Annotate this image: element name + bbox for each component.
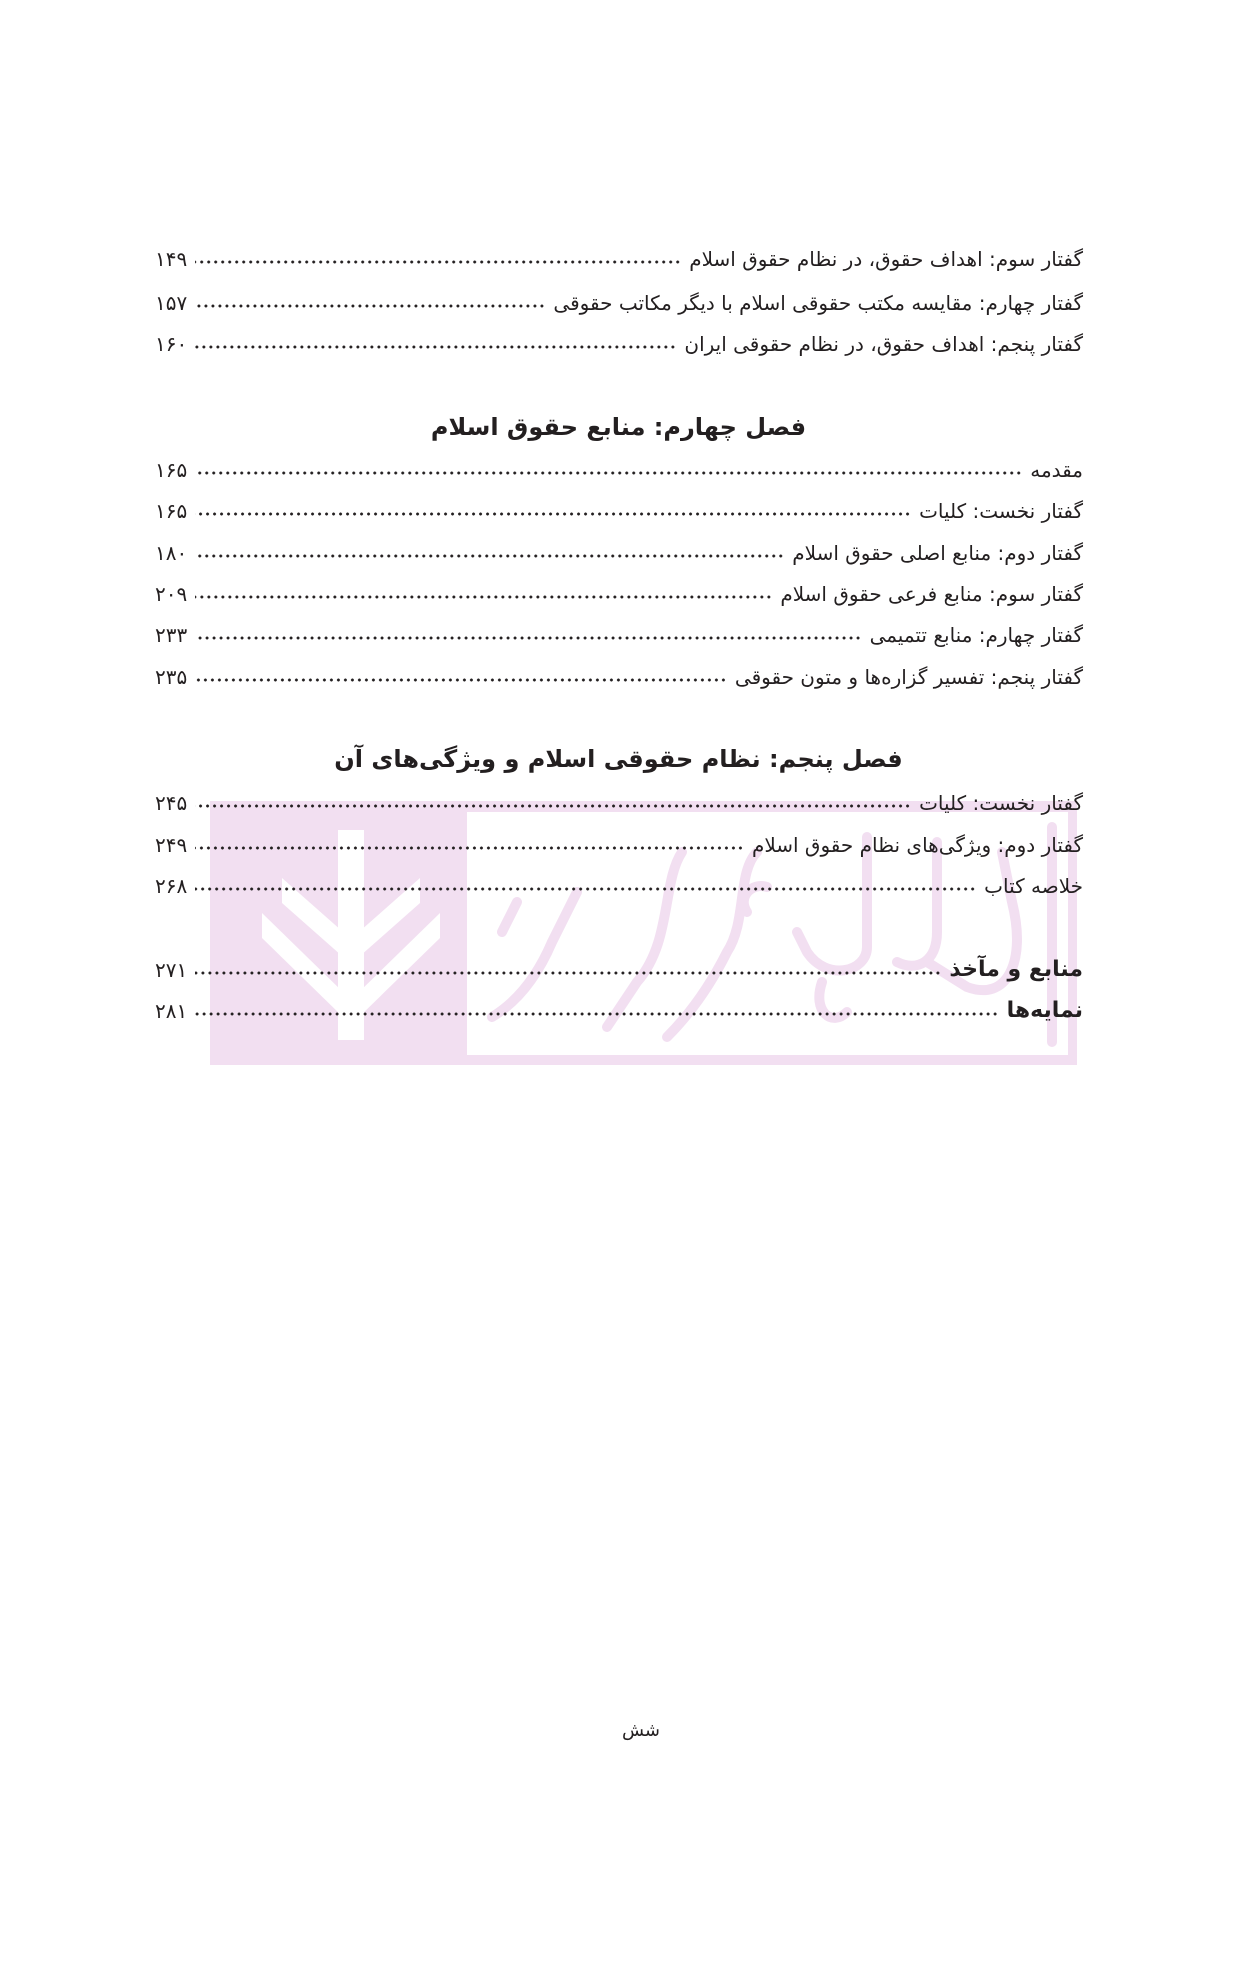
toc-entry-title: گفتار دوم: منابع اصلی حقوق اسلام: [792, 541, 1083, 565]
dot-leader: [195, 594, 772, 600]
toc-entry-title: نمایه‌ها: [1006, 998, 1083, 1023]
toc-entry[interactable]: [155, 662, 1083, 692]
toc-entry[interactable]: [155, 830, 1083, 860]
toc-entry[interactable]: [155, 620, 1083, 650]
toc-entry[interactable]: [155, 496, 1083, 526]
toc-entry[interactable]: [155, 955, 1083, 985]
toc-entry-page: ۱۶۵: [155, 458, 188, 482]
dot-leader: [195, 635, 862, 641]
toc-entry[interactable]: [155, 871, 1083, 901]
toc-entry-title: گفتار سوم: منابع فرعی حقوق اسلام: [780, 582, 1083, 606]
dot-leader: [195, 886, 976, 892]
dot-leader: [195, 259, 681, 265]
toc-entry[interactable]: [155, 788, 1083, 818]
dot-leader: [195, 553, 784, 559]
chapter-heading: فصل پنجم: نظام حقوقی اسلام و ویژگی‌های آن: [334, 745, 903, 773]
dot-leader: [195, 303, 545, 309]
toc-entry[interactable]: [155, 996, 1083, 1026]
toc-entry-page: ۱۶۰: [155, 332, 188, 356]
toc-entry-page: ۱۴۹: [155, 247, 188, 271]
toc-entry-title: منابع و مآخذ: [949, 957, 1083, 982]
dot-leader: [195, 1011, 999, 1017]
dot-leader: [195, 470, 1022, 476]
toc-entry[interactable]: [155, 579, 1083, 609]
dot-leader: [195, 845, 744, 851]
toc-entry[interactable]: [155, 538, 1083, 568]
toc-entry-page: ۲۸۱: [155, 999, 188, 1023]
toc-entry[interactable]: [155, 455, 1083, 485]
toc-entry-title: گفتار چهارم: منابع تتمیمی: [869, 623, 1083, 647]
toc-entry-page: ۱۶۵: [155, 499, 188, 523]
dot-leader: [195, 344, 676, 350]
toc-entry[interactable]: [155, 244, 1083, 274]
toc-entry-page: ۲۷۱: [155, 958, 188, 982]
toc-entry-page: ۲۴۵: [155, 791, 188, 815]
toc-entry-page: ۱۸۰: [155, 541, 188, 565]
toc-entry-title: گفتار پنجم: اهداف حقوق، در نظام حقوقی ایران: [684, 332, 1083, 356]
toc-entry[interactable]: [155, 288, 1083, 318]
toc-entry-page: ۱۵۷: [155, 291, 188, 315]
toc-entry-page: ۲۳۳: [155, 623, 188, 647]
chapter-heading: فصل چهارم: منابع حقوق اسلام: [430, 413, 807, 441]
toc-entry-page: ۲۰۹: [155, 582, 188, 606]
toc-entry-title: گفتار چهارم: مقایسه مکتب حقوقی اسلام با دیگر مکاتب حقوقی: [553, 291, 1083, 315]
toc-entry-title: گفتار پنجم: تفسیر گزاره‌ها و متون حقوقی: [734, 665, 1083, 689]
page-number: شش: [621, 1720, 661, 1741]
dot-leader: [195, 511, 911, 517]
toc-entry[interactable]: [155, 329, 1083, 359]
toc-entry-title: گفتار سوم: اهداف حقوق، در نظام حقوق اسلام: [689, 247, 1083, 271]
dot-leader: [195, 970, 941, 976]
toc-entry-title: مقدمه: [1030, 458, 1083, 482]
toc-entry-page: ۲۴۹: [155, 833, 188, 857]
toc-entry-page: ۲۶۸: [155, 874, 188, 898]
dot-leader: [195, 677, 727, 683]
toc-entry-title: گفتار نخست: کلیات: [919, 791, 1083, 815]
toc-entry-title: گفتار دوم: ویژگی‌های نظام حقوق اسلام: [751, 833, 1083, 857]
toc-entry-title: گفتار نخست: کلیات: [919, 499, 1083, 523]
toc-entry-page: ۲۳۵: [155, 665, 188, 689]
dot-leader: [195, 803, 911, 809]
toc-entry-title: خلاصه کتاب: [984, 874, 1083, 898]
